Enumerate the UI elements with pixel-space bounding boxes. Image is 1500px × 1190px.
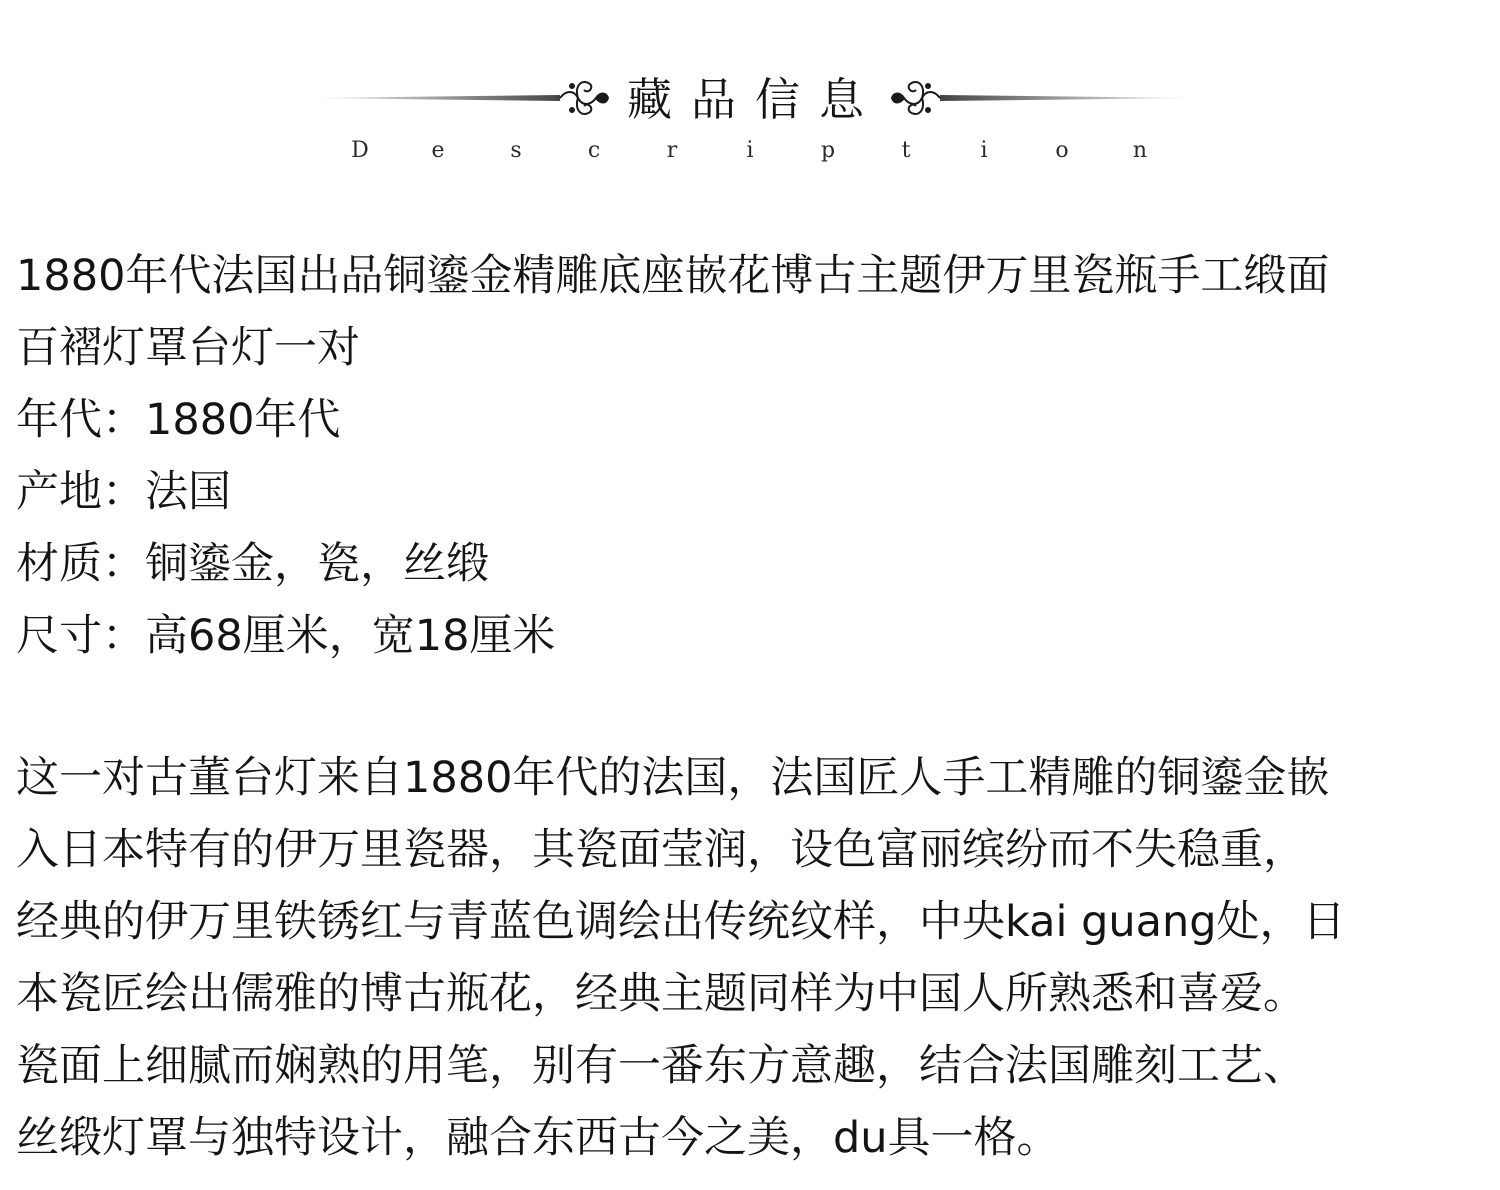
description-line: 本瓷匠绘出儒雅的博古瓶花，经典主题同样为中国人所熟悉和喜爱。: [16, 969, 1306, 1019]
description-line: 入日本特有的伊万里瓷器，其瓷面莹润，设色富丽缤纷而不失稳重，: [16, 825, 1306, 875]
section-subtitle: [340, 136, 1160, 164]
subtitle-letter: r: [666, 137, 678, 163]
item-origin: 产地：法国: [16, 467, 231, 517]
subtitle-letter: i: [980, 137, 988, 163]
description-line: 经典的伊万里铁锈红与青蓝色调绘出传统纹样，中央kai guang处，日: [16, 897, 1346, 947]
flourish-left-icon: [560, 82, 608, 114]
subtitle-letter: c: [587, 137, 601, 163]
item-size: 尺寸：高68厘米，宽18厘米: [16, 611, 556, 661]
section-title: 藏品信息: [626, 73, 883, 126]
description-line: 这一对古董台灯来自1880年代的法国，法国匠人手工精雕的铜鎏金嵌: [16, 753, 1330, 803]
subtitle-letter: p: [820, 137, 836, 163]
item-title-line-2: 百褶灯罩台灯一对: [16, 323, 360, 373]
flourish-right-icon: [892, 82, 940, 114]
description-line: 瓷面上细腻而娴熟的用笔，别有一番东方意趣，结合法国雕刻工艺、: [16, 1041, 1306, 1091]
subtitle-letter: o: [1055, 137, 1069, 163]
item-title-line-1: 1880年代法国出品铜鎏金精雕底座嵌花博古主题伊万里瓷瓶手工缎面: [16, 251, 1330, 301]
item-era: 年代：1880年代: [16, 395, 341, 445]
subtitle-letter: D: [351, 137, 369, 163]
subtitle-letter: t: [901, 137, 911, 163]
item-info: [16, 240, 1486, 672]
subtitle-letter: n: [1132, 137, 1148, 163]
item-material: 材质：铜鎏金，瓷，丝缎: [16, 539, 489, 589]
item-description: [16, 742, 1486, 1174]
section-header: [0, 0, 1500, 180]
subtitle-letter: e: [431, 137, 445, 163]
subtitle-letter: s: [510, 137, 522, 163]
description-line: 丝缎灯罩与独特设计，融合东西古今之美，du具一格。: [16, 1113, 1060, 1163]
subtitle-letter: i: [746, 137, 754, 163]
